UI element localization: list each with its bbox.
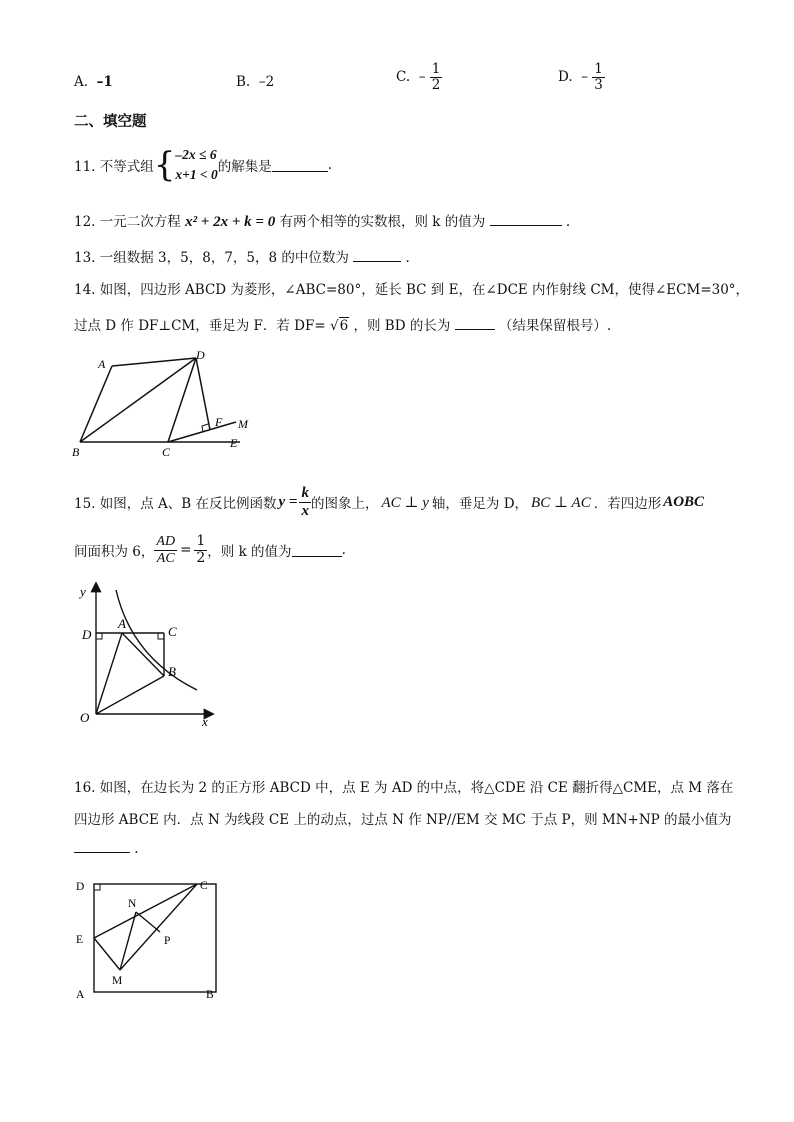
q15-ratio-value: [194, 534, 207, 566]
option-a: [74, 74, 113, 90]
q11-inequality-2: x+1 < 0: [175, 167, 218, 182]
option-c-fraction: [430, 62, 443, 93]
q15-line-2: [74, 530, 346, 570]
q16-label-b: B: [206, 989, 214, 1001]
q15-answer-blank[interactable]: [292, 544, 342, 557]
q15-line-1-a: 15. 如图，点 A、B 在反比例函数: [74, 496, 277, 512]
option-d-denominator: 3: [594, 76, 603, 93]
q14-line-1: 14. 如图，四边形 ABCD 为菱形，∠ABC=80°，延长 BC 到 E，在∠DCE 内作射线 CM，使得∠ECM=30°，: [74, 282, 750, 298]
option-d-label: D.: [558, 68, 573, 85]
q15-condition-2: BC ⊥ AC: [531, 494, 591, 511]
q16-line-3: [74, 840, 139, 857]
q15-func-numerator: k: [301, 485, 309, 501]
option-d-fraction: [592, 62, 605, 93]
q15-label-b: B: [168, 664, 176, 679]
q15-line-1-d: ．若四边形: [593, 496, 662, 512]
q14-label-b: B: [72, 445, 80, 459]
q15-ratio-denominator: AC: [156, 550, 175, 566]
q14-label-e: E: [230, 436, 238, 450]
q14-side-dc: [168, 358, 196, 442]
q15-condition-1: AC ⊥ y: [381, 494, 429, 511]
option-d-sign: –: [581, 68, 588, 85]
q16-label-n: N: [128, 898, 137, 910]
q14-label-c: C: [162, 445, 171, 459]
sqrt-symbol: √: [330, 318, 339, 334]
q15-ratio-fraction: [154, 534, 177, 566]
option-d: [558, 62, 605, 93]
q14-sqrt-value: 6: [339, 318, 349, 334]
option-c-denominator: 2: [431, 76, 441, 93]
q16-answer-blank[interactable]: [74, 840, 130, 853]
q15-ratio-numerator: AD: [156, 534, 176, 550]
q11-answer-blank[interactable]: [272, 159, 328, 172]
section-title: 二、填空题: [74, 113, 147, 130]
q13-answer-blank[interactable]: [353, 249, 401, 262]
q16-segment-em: [94, 938, 120, 970]
question-11: [74, 142, 332, 188]
option-b-value: –2: [258, 74, 275, 90]
q15-right-angle-d: [96, 633, 102, 639]
option-c-sign: –: [418, 68, 426, 85]
q16-line-1: 16. 如图，在边长为 2 的正方形 ABCD 中，点 E 为 AD 的中点，将△CDE 沿 CE 翻折得△CME，点 M 落在: [74, 780, 734, 796]
q15-end: .: [341, 542, 346, 558]
q15-line-1-c: 轴，垂足为 D，: [431, 496, 529, 512]
q15-label-a: A: [118, 616, 126, 631]
q14-line-2-b: ，则 BD 的长为: [353, 318, 451, 334]
q11-system: [175, 145, 217, 185]
q14-label-d: D: [196, 348, 205, 362]
q13-text: 13. 一组数据 3，5，8，7，5，8 的中位数为: [74, 250, 349, 266]
q15-right-angle-c: [158, 633, 164, 639]
q11-brace: {: [153, 145, 176, 185]
q14-ray-cm: [168, 422, 236, 442]
q14-answer-blank[interactable]: [455, 317, 495, 330]
q14-label-a: A: [98, 357, 106, 371]
option-a-value: –1: [96, 74, 113, 90]
q15-label-y: y: [80, 584, 86, 599]
q15-ratio-value-numerator: 1: [196, 533, 206, 550]
option-c-numerator: 1: [431, 61, 441, 77]
q12-equation: x² + 2x + k = 0: [185, 214, 276, 230]
q12-answer-blank[interactable]: [490, 213, 562, 226]
q16-label-m: M: [112, 975, 123, 987]
q11-suffix: 的解集是: [217, 159, 272, 175]
q15-label-o: O: [80, 710, 90, 725]
q15-line-2-b: ，则 k 的值为: [207, 544, 292, 560]
q15-func-denominator: x: [301, 502, 309, 519]
q11-inequality-1: –2x ≤ 6: [175, 147, 217, 162]
q14-label-m: M: [238, 417, 248, 431]
option-a-label: A.: [74, 74, 89, 90]
option-b: [236, 74, 274, 90]
q15-func-lhs: y =: [278, 493, 298, 510]
q16-label-d: D: [76, 881, 85, 893]
option-c: [396, 62, 442, 93]
q11-prefix: 11. 不等式组: [74, 159, 154, 175]
q16-end: .: [134, 841, 139, 857]
q16-segment-np: [136, 912, 160, 932]
q12-prefix: 12. 一元二次方程: [74, 214, 181, 230]
q14-sqrt: [330, 318, 349, 334]
q15-label-c: C: [168, 624, 177, 639]
q16-label-a: A: [76, 989, 85, 1001]
q15-line-1: [74, 482, 704, 522]
q14-line-2: [74, 314, 611, 334]
q16-figure: [72, 872, 232, 1004]
question-12: [74, 210, 570, 231]
q13-end: .: [405, 250, 410, 266]
q15-line-1-b: 的图象上，: [310, 496, 379, 512]
q15-line-2-a: 间面积为 6，: [74, 544, 155, 560]
q15-label-x: x: [202, 714, 208, 728]
q14-label-f: F: [215, 415, 223, 429]
q12-suffix: 有两个相等的实数根，则 k 的值为: [279, 214, 486, 230]
q14-side-ad: [112, 358, 196, 366]
q14-segment-df: [196, 358, 210, 430]
q14-line-2-a: 过点 D 作 DF⊥CM，垂足为 F．若 DF=: [74, 318, 326, 334]
q16-label-e: E: [76, 934, 84, 946]
q15-label-d: D: [82, 627, 92, 642]
option-c-label: C.: [396, 68, 411, 85]
q16-line-2: 四边形 ABCE 内．点 N 为线段 CE 上的动点，过点 N 作 NP//EM 交 MC 于点 P，则 MN+NP 的最小值为: [74, 812, 732, 828]
q16-right-angle-d: [94, 884, 100, 890]
q16-segment-ec: [94, 884, 197, 938]
q15-figure: [72, 578, 222, 728]
q11-end: .: [327, 157, 333, 173]
q14-figure: [70, 348, 260, 460]
q12-end: .: [565, 214, 571, 230]
option-d-numerator: 1: [594, 61, 603, 77]
q15-ratio-value-denominator: 2: [196, 549, 206, 566]
q15-func-fraction: [299, 485, 311, 519]
question-13: [74, 246, 410, 266]
q16-label-c: C: [200, 880, 208, 892]
q14-line-2-c: （结果保留根号）.: [498, 318, 612, 334]
q15-quadrilateral: AOBC: [663, 493, 705, 510]
option-b-label: B.: [236, 74, 251, 90]
q16-label-p: P: [164, 935, 171, 947]
q15-ratio-equals: =: [180, 542, 192, 558]
